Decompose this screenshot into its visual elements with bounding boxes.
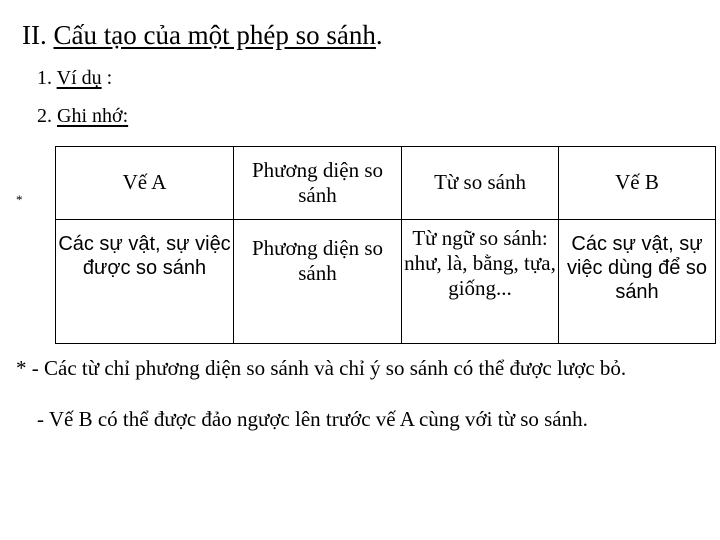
header-ve-a: Vế A <box>56 147 234 220</box>
star-mark: * <box>16 192 23 207</box>
cell-ve-b: Các sự vật, sự việc dùng để so sánh <box>559 220 716 344</box>
section-title-text: Cấu tạo của một phép so sánh <box>53 20 376 50</box>
section-title-period: . <box>375 20 383 50</box>
note-inversion: - Vế B có thể được đảo ngược lên trước vế A cùng với từ so sánh. <box>37 407 588 431</box>
header-tu-so-sanh: Từ so sánh <box>402 147 559 220</box>
table-header-row <box>56 147 716 220</box>
subsection-example-label: Ví dụ <box>56 67 102 89</box>
header-phuong-dien: Phương diện so sánh <box>234 147 402 220</box>
cell-ve-a: Các sự vật, sự việc được so sánh <box>56 220 234 344</box>
table-row <box>56 220 716 344</box>
cell-phuong-dien: Phương diện so sánh <box>234 220 402 344</box>
subsection-remember: 2. Ghi nhớ: <box>37 105 129 127</box>
subsection-example: 1. Ví dụ : <box>37 67 113 89</box>
header-ve-b: Vế B <box>559 147 716 220</box>
cell-tu-so-sanh: Từ ngữ so sánh: như, là, bằng, tựa, giống... <box>402 220 559 344</box>
note-omission: * - Các từ chỉ phương diện so sánh và chỉ ý so sánh có thể được lược bỏ. <box>16 356 627 380</box>
subsection-remember-label: Ghi nhớ <box>57 105 123 127</box>
section-title <box>22 20 383 51</box>
comparison-structure-table <box>55 146 716 344</box>
section-number: II. <box>22 20 54 50</box>
